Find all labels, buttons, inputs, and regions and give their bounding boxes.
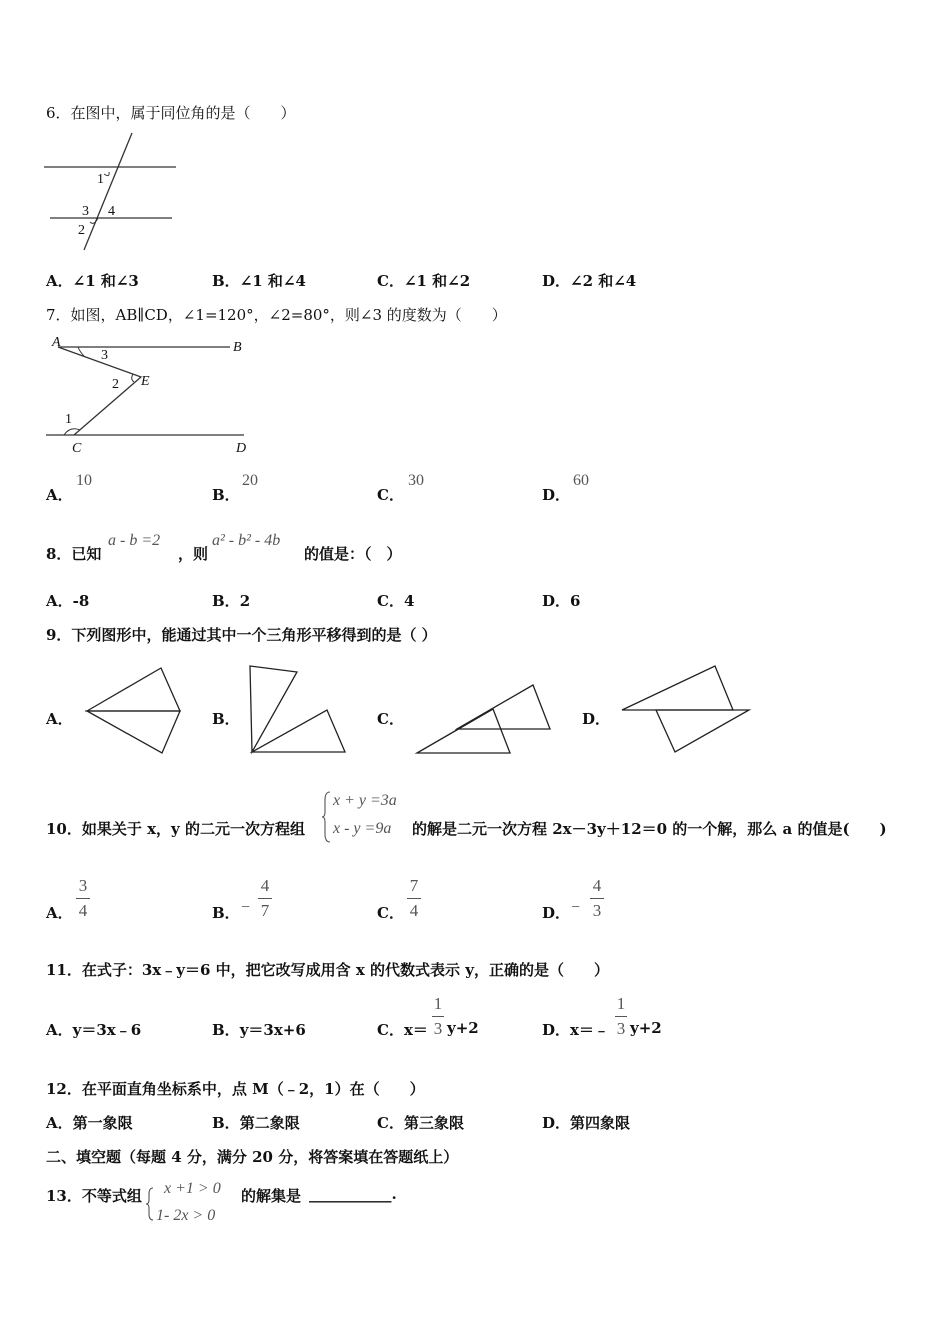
q11-option-d[interactable]: D．x＝﹣ [542,1021,609,1039]
q11-option-c-tail: y+2 [447,1019,479,1037]
q10-option-d-fraction: 4 3 [590,876,604,921]
q9-option-b-figure[interactable] [248,664,348,756]
q10-option-a-fraction: 3 4 [76,876,90,921]
q7-option-a-value: 10 [76,472,92,489]
q7-option-b-key[interactable]: B． [212,486,240,504]
q7-label-c: C [72,441,82,456]
q9-stem: 9．下列图形中，能通过其中一个三角形平移得到的是（ ） [46,626,437,644]
q6-label-2: 2 [78,223,85,238]
q13-answer-blank[interactable]: ___________. [309,1185,397,1203]
q7-label-b: B [233,340,242,355]
q10-option-c-key[interactable]: C． [377,904,404,922]
q8-stem-mid: ，则 [178,545,209,563]
q6-option-c[interactable]: C．∠1 和∠2 [377,272,471,290]
q11-option-a[interactable]: A．y＝3x﹣6 [46,1021,142,1039]
q8-option-c[interactable]: C．4 [377,592,415,610]
q10-equation-1: x + y =3a [333,792,397,809]
q10-stem-suffix: 的解是二元一次方程 2x－3y＋12＝0 的一个解，那么 a 的值是( ) [412,820,887,838]
q8-expression: a² - b² - 4b [212,532,281,549]
q12-option-b[interactable]: B．第二象限 [212,1114,300,1132]
q10-system-brace [322,790,332,844]
q7-label-1: 1 [65,412,72,427]
q10-stem-prefix: 10．如果关于 x，y 的二元一次方程组 [46,820,305,838]
q7-figure [44,334,259,459]
q6-label-1: 1 [97,172,104,187]
q12-option-d[interactable]: D．第四象限 [542,1114,631,1132]
q8-stem-suffix: 的值是：（ ） [304,545,402,563]
q9-option-a-key[interactable]: A． [46,710,73,728]
q6-label-3: 3 [82,204,89,219]
q9-option-d-key[interactable]: D． [582,710,611,728]
q13-inequality-1: x +1 > 0 [164,1180,221,1197]
q11-option-d-tail: y+2 [630,1019,662,1037]
q9-option-d-figure[interactable] [620,664,752,756]
q11-option-c[interactable]: C．x＝ [377,1021,428,1039]
q6-option-a[interactable]: A．∠1 和∠3 [46,272,139,290]
q10-option-d-key[interactable]: D． [542,904,571,922]
q7-option-d-value: 60 [573,472,589,489]
q8-given: a - b =2 [108,532,161,549]
q10-option-b-sign: − [241,899,251,916]
q13-inequality-2: 1- 2x > 0 [156,1207,216,1224]
q7-label-2: 2 [112,377,119,392]
q12-option-a[interactable]: A．第一象限 [46,1114,133,1132]
q13-stem-prefix: 13．不等式组 [46,1187,142,1205]
q10-option-a-key[interactable]: A． [46,904,73,922]
q13-stem-suffix: 的解集是 [241,1187,302,1205]
q7-label-3: 3 [101,348,108,363]
q9-option-c-figure[interactable] [415,684,555,756]
q7-option-d-key[interactable]: D． [542,486,571,504]
q8-option-d[interactable]: D．6 [542,592,581,610]
q11-stem: 11．在式子：3x﹣y＝6 中，把它改写成用含 x 的代数式表示 y，正确的是（ ） [46,961,609,979]
q9-option-b-key[interactable]: B． [212,710,240,728]
q6-label-4: 4 [108,204,115,219]
q9-option-a-figure[interactable] [86,666,186,756]
q11-option-c-fraction: 1 3 [433,994,443,1038]
q10-option-b-key[interactable]: B． [212,904,240,922]
q7-option-c-key[interactable]: C． [377,486,404,504]
q10-option-d-sign: − [571,899,581,916]
q12-option-c[interactable]: C．第三象限 [377,1114,464,1132]
q7-option-b-value: 20 [242,472,258,489]
q11-option-d-fraction: 1 3 [616,994,626,1038]
q8-stem-prefix: 8．已知 [46,545,102,563]
q10-equation-2: x - y =9a [333,820,392,837]
q6-option-b[interactable]: B．∠1 和∠4 [212,272,306,290]
q8-option-b[interactable]: B．2 [212,592,251,610]
q7-option-c-value: 30 [408,472,424,489]
q7-stem: 7．如图，AB∥CD，∠1=120°，∠2=80°，则∠3 的度数为（ ） [46,306,507,324]
q6-stem: 6．在图中，属于同位角的是（ ） [46,104,296,122]
q12-stem: 12．在平面直角坐标系中，点 M（﹣2，1）在（ ） [46,1080,425,1098]
q13-system-brace [146,1184,154,1224]
q10-option-b-fraction: 4 7 [258,876,272,921]
q7-label-e: E [141,374,150,389]
q9-option-c-key[interactable]: C． [377,710,404,728]
q7-label-d: D [236,441,247,456]
q7-label-a: A [52,335,61,350]
q10-option-c-fraction: 7 4 [407,876,421,921]
section-title: 二、填空题（每题 4 分，满分 20 分，将答案填在答题纸上） [46,1148,459,1166]
q11-option-b[interactable]: B．y＝3x+6 [212,1021,306,1039]
q6-option-d[interactable]: D．∠2 和∠4 [542,272,637,290]
q7-option-a-key[interactable]: A． [46,486,73,504]
q8-option-a[interactable]: A．-8 [46,592,90,610]
q6-figure [44,130,184,255]
